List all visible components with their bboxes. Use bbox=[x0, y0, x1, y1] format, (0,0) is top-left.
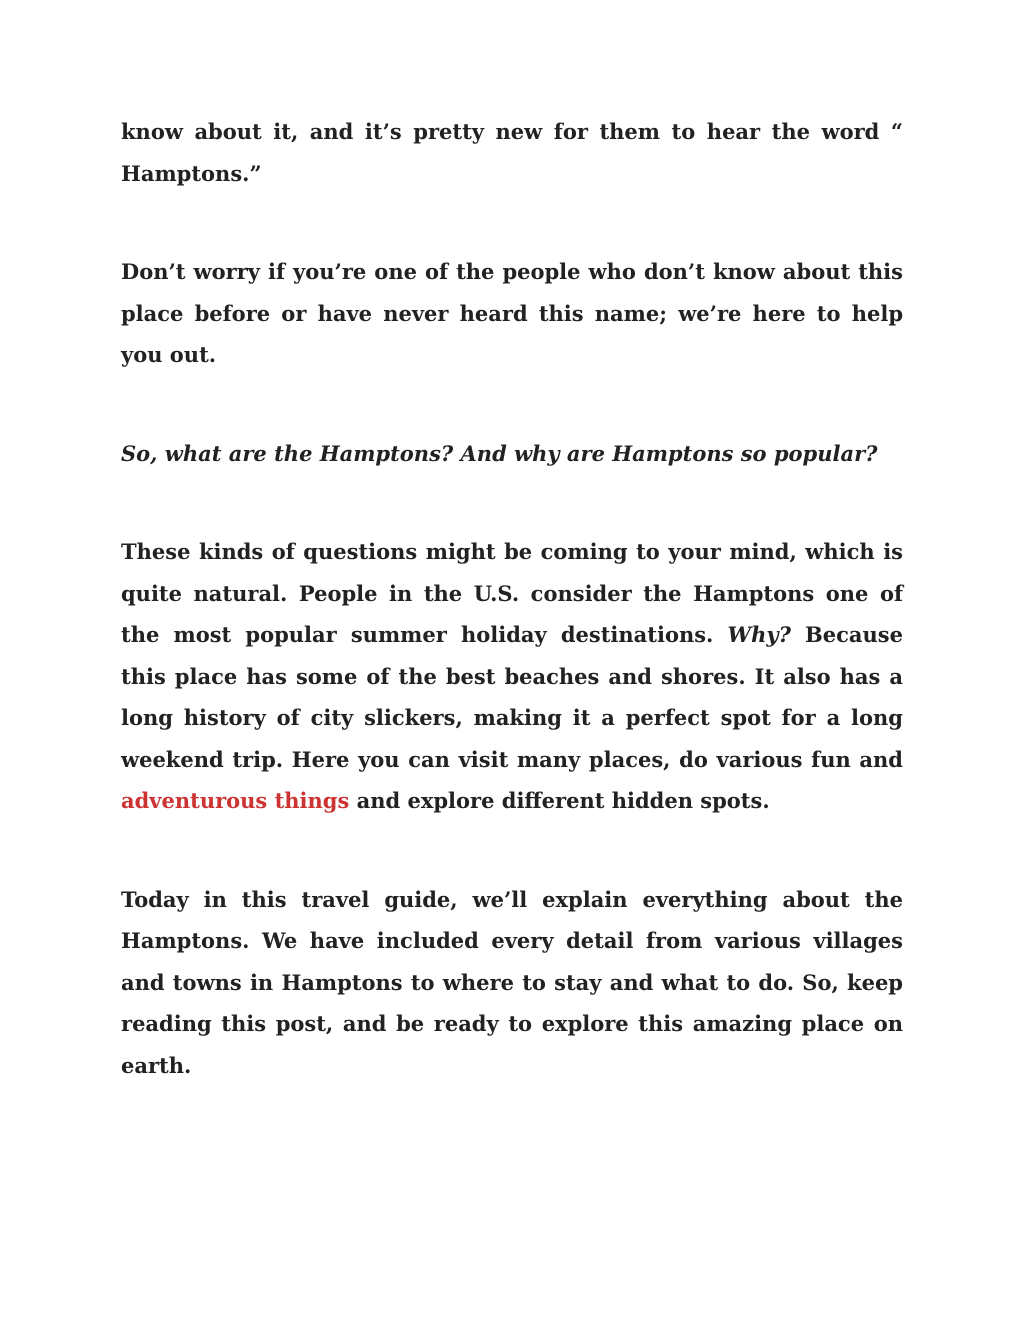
document-body bbox=[121, 111, 903, 1143]
paragraph-travel-guide: Today in this travel guide, we’ll explain everything about the Hamptons. We have included every detail from various villages and towns in Hamptons to where to stay and what to do. So, keep reading this post, and be ready to explore this amazing place on earth. bbox=[121, 886, 903, 1078]
paragraph-reassurance: Don’t worry if you’re one of the people who don’t know about this place before or have never heard this name; we’re here to help you out. bbox=[121, 259, 903, 367]
popularity-text-part3: and explore different hidden spots. bbox=[349, 788, 770, 813]
adventurous-things-link[interactable]: adventurous things bbox=[121, 788, 350, 813]
paragraph-intro-continuation: know about it, and it’s pretty new for them to hear the word “ Hamptons.” bbox=[121, 119, 903, 186]
paragraph-popularity bbox=[121, 531, 903, 822]
why-emphasis: Why? bbox=[727, 622, 791, 647]
question-heading: So, what are the Hamptons? And why are Hamptons so popular? bbox=[121, 440, 878, 466]
popularity-text-part2: Because this place has some of the best beaches and shores. It also has a long history of city slickers, making it a perfect spot for a long weekend trip. Here you can visit many places, do various fun and bbox=[121, 622, 903, 772]
popularity-text-part1: These kinds of questions might be coming to your mind, which is quite natural. People in the U.S. consider the Hamptons one of the most popular summer holiday destinations. bbox=[121, 539, 903, 647]
